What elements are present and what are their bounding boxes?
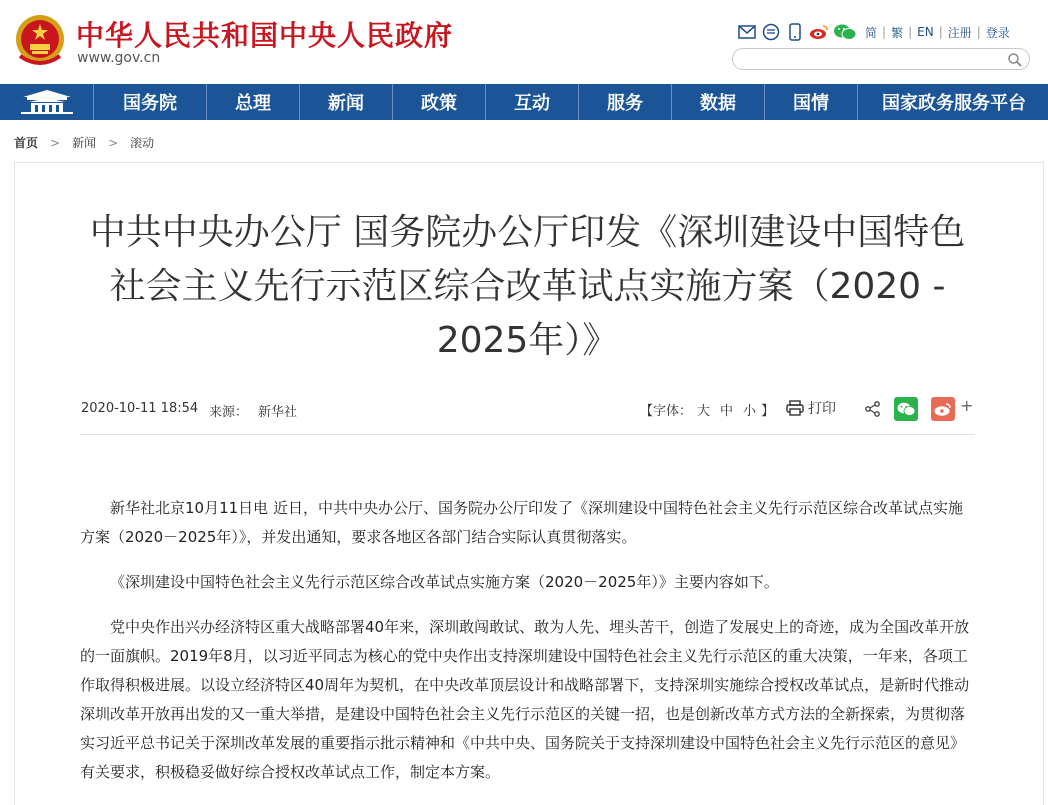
search-input[interactable] [743, 51, 1003, 67]
separator: | [938, 25, 943, 39]
english-link[interactable]: EN [917, 25, 934, 39]
publish-date: 2020-10-11 18:54 [81, 401, 199, 416]
breadcrumb-rolling[interactable]: 滚动 [130, 136, 155, 150]
font-size-label-close: 】 [761, 404, 775, 419]
share-icon[interactable] [864, 400, 882, 418]
breadcrumb-home[interactable]: 首页 [14, 136, 39, 150]
font-size-label: 【字体： [640, 404, 693, 419]
nav-item-services[interactable]: 服务 [579, 84, 672, 120]
header-tools [736, 22, 1015, 42]
login-link[interactable]: 登录 [985, 25, 1010, 40]
article-paragraph: 党中央作出兴办经济特区重大战略部署40年来，深圳敢闯敢试、敢为人先、埋头苦干，创造了发展史上的奇迹，成为全国改革开放的一面旗帜。2019年8月，以习近平同志为核心的党中央作出支持深圳建设中国特色社会主义先行示范区的重大决策，一年来，各项工作取得积极进展。以设立经济特区40周年为契机，在中央改革顶层设计和战略部署下，支持深圳实施综合授权改革试点，是新时代推动深圳改革开放再出发的又一重大举措，是建设中国特色社会主义先行示范区的关键一招，也是创新改革方式方法的全新探索，为贯彻落实习近平总书记关于深圳改革发展的重要指示批示精神和《中共中央、国务院关于支持深圳建设中国特色社会主义先行示范区的意见》有关要求，积极稳妥做好综合授权改革试点工作，制定本方案。 [80, 618, 970, 781]
register-link[interactable]: 注册 [947, 25, 972, 40]
site-header [0, 0, 1048, 84]
wechat-icon[interactable] [832, 22, 858, 42]
weibo-icon[interactable] [808, 22, 830, 42]
breadcrumb [14, 134, 154, 151]
article-source: 新华社 [258, 405, 298, 420]
site-domain: www.gov.cn [77, 50, 161, 66]
more-share-button[interactable]: + [960, 396, 974, 415]
breadcrumb-news[interactable]: 新闻 [72, 136, 97, 150]
mobile-icon[interactable] [784, 22, 806, 42]
nav-item-policy[interactable]: 政策 [393, 84, 486, 120]
message-icon[interactable] [760, 22, 782, 42]
separator: | [908, 25, 913, 39]
article-paragraph: 新华社北京10月11日电 近日，中共中央办公厅、国务院办公厅印发了《深圳建设中国特色社会主义先行示范区综合改革试点实施方案（2020－2025年）》，并发出通知，要求各地区各部门结合实际认真贯彻落实。 [80, 499, 963, 546]
nav-item-interaction[interactable]: 互动 [486, 84, 579, 120]
separator: | [976, 25, 981, 39]
font-size-large-button[interactable]: 大 [697, 404, 711, 419]
source-label: 来源： [209, 405, 249, 420]
search-icon[interactable] [1007, 52, 1023, 68]
font-size-control [640, 400, 774, 419]
chevron-right-icon: > [50, 135, 61, 150]
article-paragraph: 《深圳建设中国特色社会主义先行示范区综合改革试点实施方案（2020－2025年）》主要内容如下。 [110, 573, 779, 591]
wechat-share-icon[interactable] [894, 397, 918, 421]
divider [80, 434, 975, 435]
article-title: 中共中央办公厅 国务院办公厅印发《深圳建设中国特色社会主义先行示范区综合改革试点实施方案（2020 - 2025年）》 [89, 212, 966, 361]
article-body [80, 494, 975, 803]
site-name[interactable]: 中华人民共和国中央人民政府 [76, 19, 454, 52]
weibo-share-icon[interactable] [931, 397, 955, 421]
traditional-chinese-link[interactable]: 繁 [891, 25, 904, 40]
nav-item-national-info[interactable]: 国情 [765, 84, 858, 120]
printer-icon [786, 400, 804, 416]
chevron-right-icon: > [108, 135, 119, 150]
simplified-chinese-link[interactable]: 简 [865, 25, 878, 40]
print-button[interactable] [786, 398, 836, 418]
nav-home-gate-icon[interactable] [0, 84, 94, 120]
national-emblem-logo[interactable] [14, 10, 66, 68]
print-label: 打印 [808, 401, 836, 417]
mail-icon[interactable] [736, 22, 758, 42]
main-nav [0, 84, 1048, 120]
font-size-small-button[interactable]: 小 [743, 404, 757, 419]
separator: | [882, 25, 887, 39]
nav-item-news[interactable]: 新闻 [300, 84, 393, 120]
nav-item-data[interactable]: 数据 [672, 84, 765, 120]
nav-item-premier[interactable]: 总理 [207, 84, 300, 120]
nav-item-state-council[interactable]: 国务院 [94, 84, 207, 120]
search-box [732, 48, 1030, 70]
nav-item-gov-service-platform[interactable]: 国家政务服务平台 [882, 93, 1026, 114]
font-size-medium-button[interactable]: 中 [720, 404, 734, 419]
